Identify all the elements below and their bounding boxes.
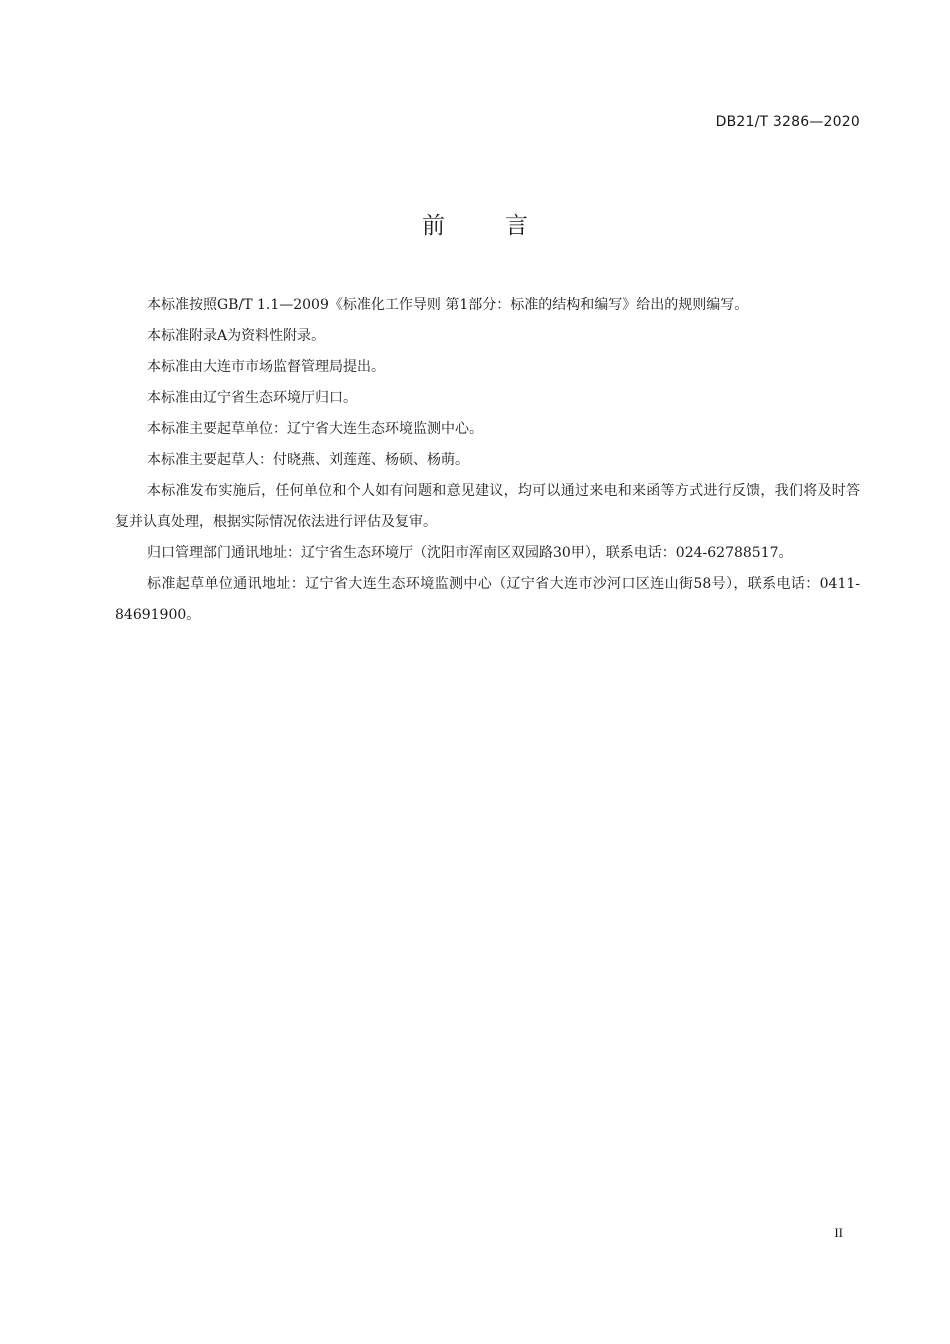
paragraph-drafting-rules: 本标准按照GB/T 1.1—2009《标准化工作导则 第1部分：标准的结构和编写》给出的规则编写。 (147, 297, 749, 313)
paragraph-drafting-unit: 本标准主要起草单位：辽宁省大连生态环境监测中心。 (147, 421, 483, 437)
paragraph-feedback: 本标准发布实施后，任何单位和个人如有问题和意见建议，均可以通过来电和来函等方式进行反馈，我们将及时答复并认真处理，根据实际情况依法进行评估及复审。 (115, 483, 860, 530)
page-number: II (834, 1225, 843, 1240)
title-char-2: 言 (505, 213, 528, 239)
paragraph-proposer: 本标准由大连市市场监督管理局提出。 (147, 359, 385, 375)
standard-number: DB21/T 3286—2020 (715, 114, 860, 130)
foreword-body (115, 290, 860, 631)
paragraph-drafters: 本标准主要起草人：付晓燕、刘莲莲、杨硕、杨萌。 (147, 452, 469, 468)
page-title (0, 207, 950, 240)
paragraph-admin-address: 归口管理部门通讯地址：辽宁省生态环境厅（沈阳市浑南区双园路30甲），联系电话：024-62788517。 (147, 545, 793, 561)
paragraph-appendix: 本标准附录A为资料性附录。 (147, 328, 326, 344)
paragraph-administrator: 本标准由辽宁省生态环境厅归口。 (147, 390, 357, 406)
paragraph-drafting-unit-address: 标准起草单位通讯地址：辽宁省大连生态环境监测中心（辽宁省大连市沙河口区连山街58号），联系电话：0411-84691900。 (115, 576, 860, 623)
title-char-1: 前 (422, 213, 445, 239)
